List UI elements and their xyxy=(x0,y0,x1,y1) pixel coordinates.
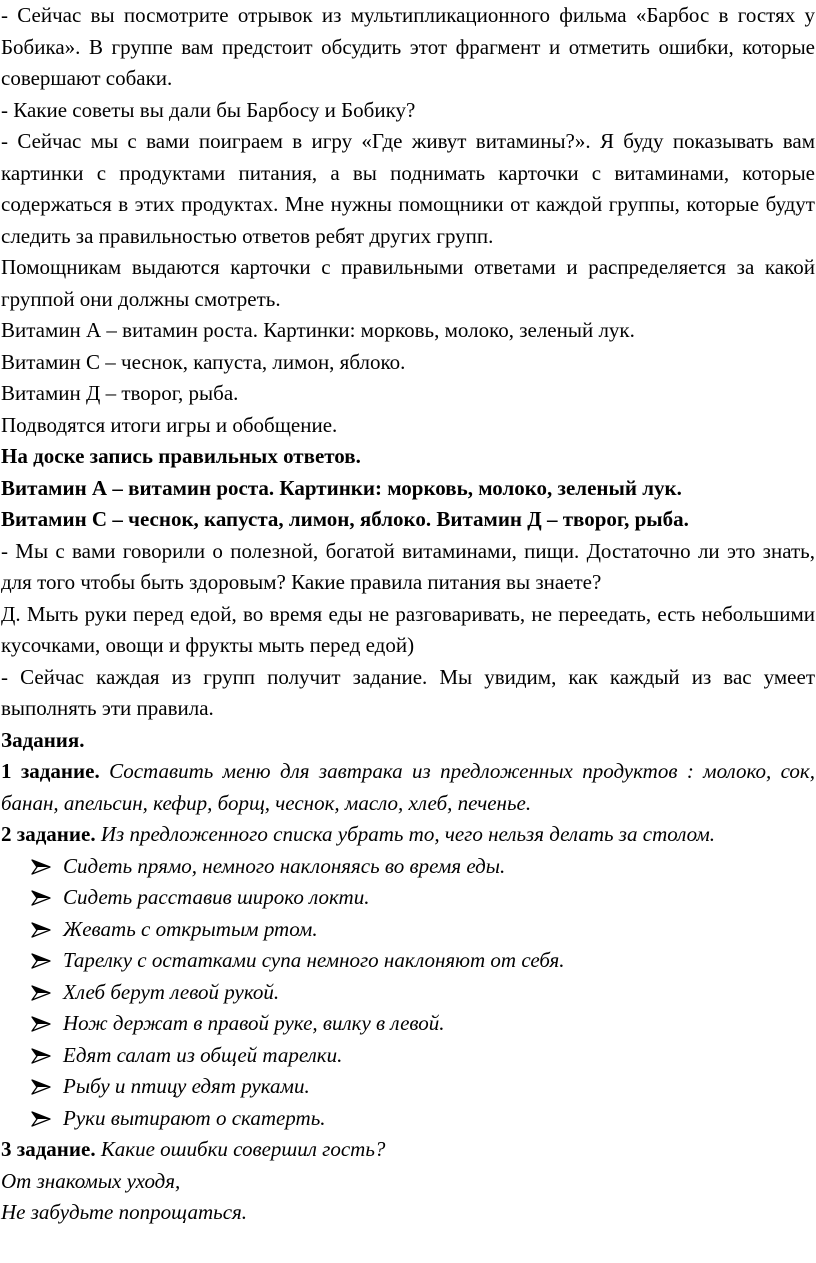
arrow-bullet-icon xyxy=(31,1111,51,1127)
list-item: Едят салат из общей тарелки. xyxy=(31,1040,815,1072)
task-2-text: Из предложенного списка убрать то, чего нельзя делать за столом. xyxy=(95,822,715,846)
paragraph-board-vitamin-a: Витамин А – витамин роста. Картинки: морковь, молоко, зеленый лук. xyxy=(1,475,682,500)
paragraph-vitamin-c: Витамин С – чеснок, капуста, лимон, яблоко. xyxy=(1,349,406,374)
task-2-label: 2 задание. xyxy=(1,822,96,846)
task-2-list xyxy=(1,851,815,1135)
paragraph-vitamin-game: - Сейчас мы с вами поиграем в игру «Где живут витамины?». Я буду показывать вам картинки с продуктами питания, а вы поднимать карточки с витаминами, которые содержаться в этих продуктах. Мне нужны помощники от каждой группы, которые будут следить за правильностью ответов ребят других групп. xyxy=(1,129,815,248)
task-2 xyxy=(1,819,815,851)
paragraph-vitamin-a: Витамин А – витамин роста. Картинки: морковь, молоко, зеленый лук. xyxy=(1,318,635,342)
arrow-bullet-icon xyxy=(31,953,51,969)
paragraph-board-vitamin-c-d: Витамин С – чеснок, капуста, лимон, яблоко. Витамин Д – творог, рыба. xyxy=(1,507,689,531)
task-3 xyxy=(1,1134,815,1166)
poem-line-1: От знакомых уходя, xyxy=(1,1168,181,1193)
arrow-bullet-icon xyxy=(31,890,51,906)
list-item: Жевать с открытым ртом. xyxy=(31,914,815,946)
poem-line-2: Не забудьте попрощаться. xyxy=(1,1200,248,1224)
arrow-bullet-icon xyxy=(31,1048,51,1064)
list-item: Руки вытирают о скатерть. xyxy=(31,1103,815,1135)
task-1-label: 1 задание. xyxy=(1,759,100,783)
paragraph-advice-question: - Какие советы вы дали бы Барбосу и Бобику? xyxy=(1,97,416,122)
task-3-label: 3 задание. xyxy=(1,1137,96,1161)
arrow-bullet-icon xyxy=(31,922,51,938)
list-item: Нож держат в правой руке, вилку в левой. xyxy=(31,1008,815,1040)
tasks-heading: Задания. xyxy=(1,727,85,752)
list-item: Сидеть прямо, немного наклоняясь во время еды. xyxy=(31,851,815,883)
paragraph-helpers: Помощникам выдаются карточки с правильными ответами и распределяется за какой группой они должны смотреть. xyxy=(1,255,815,311)
document-page xyxy=(1,0,815,1229)
arrow-bullet-icon xyxy=(31,1016,51,1032)
paragraph-group-tasks: - Сейчас каждая из групп получит задание. Мы увидим, как каждый из вас умеет выполнять эти правила. xyxy=(1,664,815,720)
list-item: Хлеб берут левой рукой. xyxy=(31,977,815,1009)
arrow-bullet-icon xyxy=(31,985,51,1001)
list-item: Сидеть расставив широко локти. xyxy=(31,882,815,914)
arrow-bullet-icon xyxy=(31,1079,51,1095)
paragraph-cartoon-intro: - Сейчас вы посмотрите отрывок из мультипликационного фильма «Барбос в гостях у Бобика». В группе вам предстоит обсудить этот фрагмент и отметить ошибки, которые совершают собаки. xyxy=(1,3,815,90)
paragraph-eating-rules: Д. Мыть руки перед едой, во время еды не разговаривать, не переедать, есть небольшими кусочками, овощи и фрукты мыть перед едой) xyxy=(1,601,815,657)
list-item: Тарелку с остатками супа немного наклоняют от себя. xyxy=(31,945,815,977)
task-1-text: Составить меню для завтрака из предложенных продуктов : молоко, сок, банан, апельсин, кефир, борщ, чеснок, масло, хлеб, печенье. xyxy=(1,759,815,815)
paragraph-healthy-question: - Мы с вами говорили о полезной, богатой витаминами, пищи. Достаточно ли это знать, для того чтобы быть здоровым? Какие правила питания вы знаете? xyxy=(1,538,815,594)
task-3-text: Какие ошибки совершил гость? xyxy=(95,1137,386,1161)
paragraph-summary: Подводятся итоги игры и обобщение. xyxy=(1,412,338,437)
paragraph-board-heading: На доске запись правильных ответов. xyxy=(1,444,361,468)
paragraph-vitamin-d: Витамин Д – творог, рыба. xyxy=(1,381,239,405)
list-item: Рыбу и птицу едят руками. xyxy=(31,1071,815,1103)
arrow-bullet-icon xyxy=(31,859,51,875)
task-1 xyxy=(1,756,815,819)
